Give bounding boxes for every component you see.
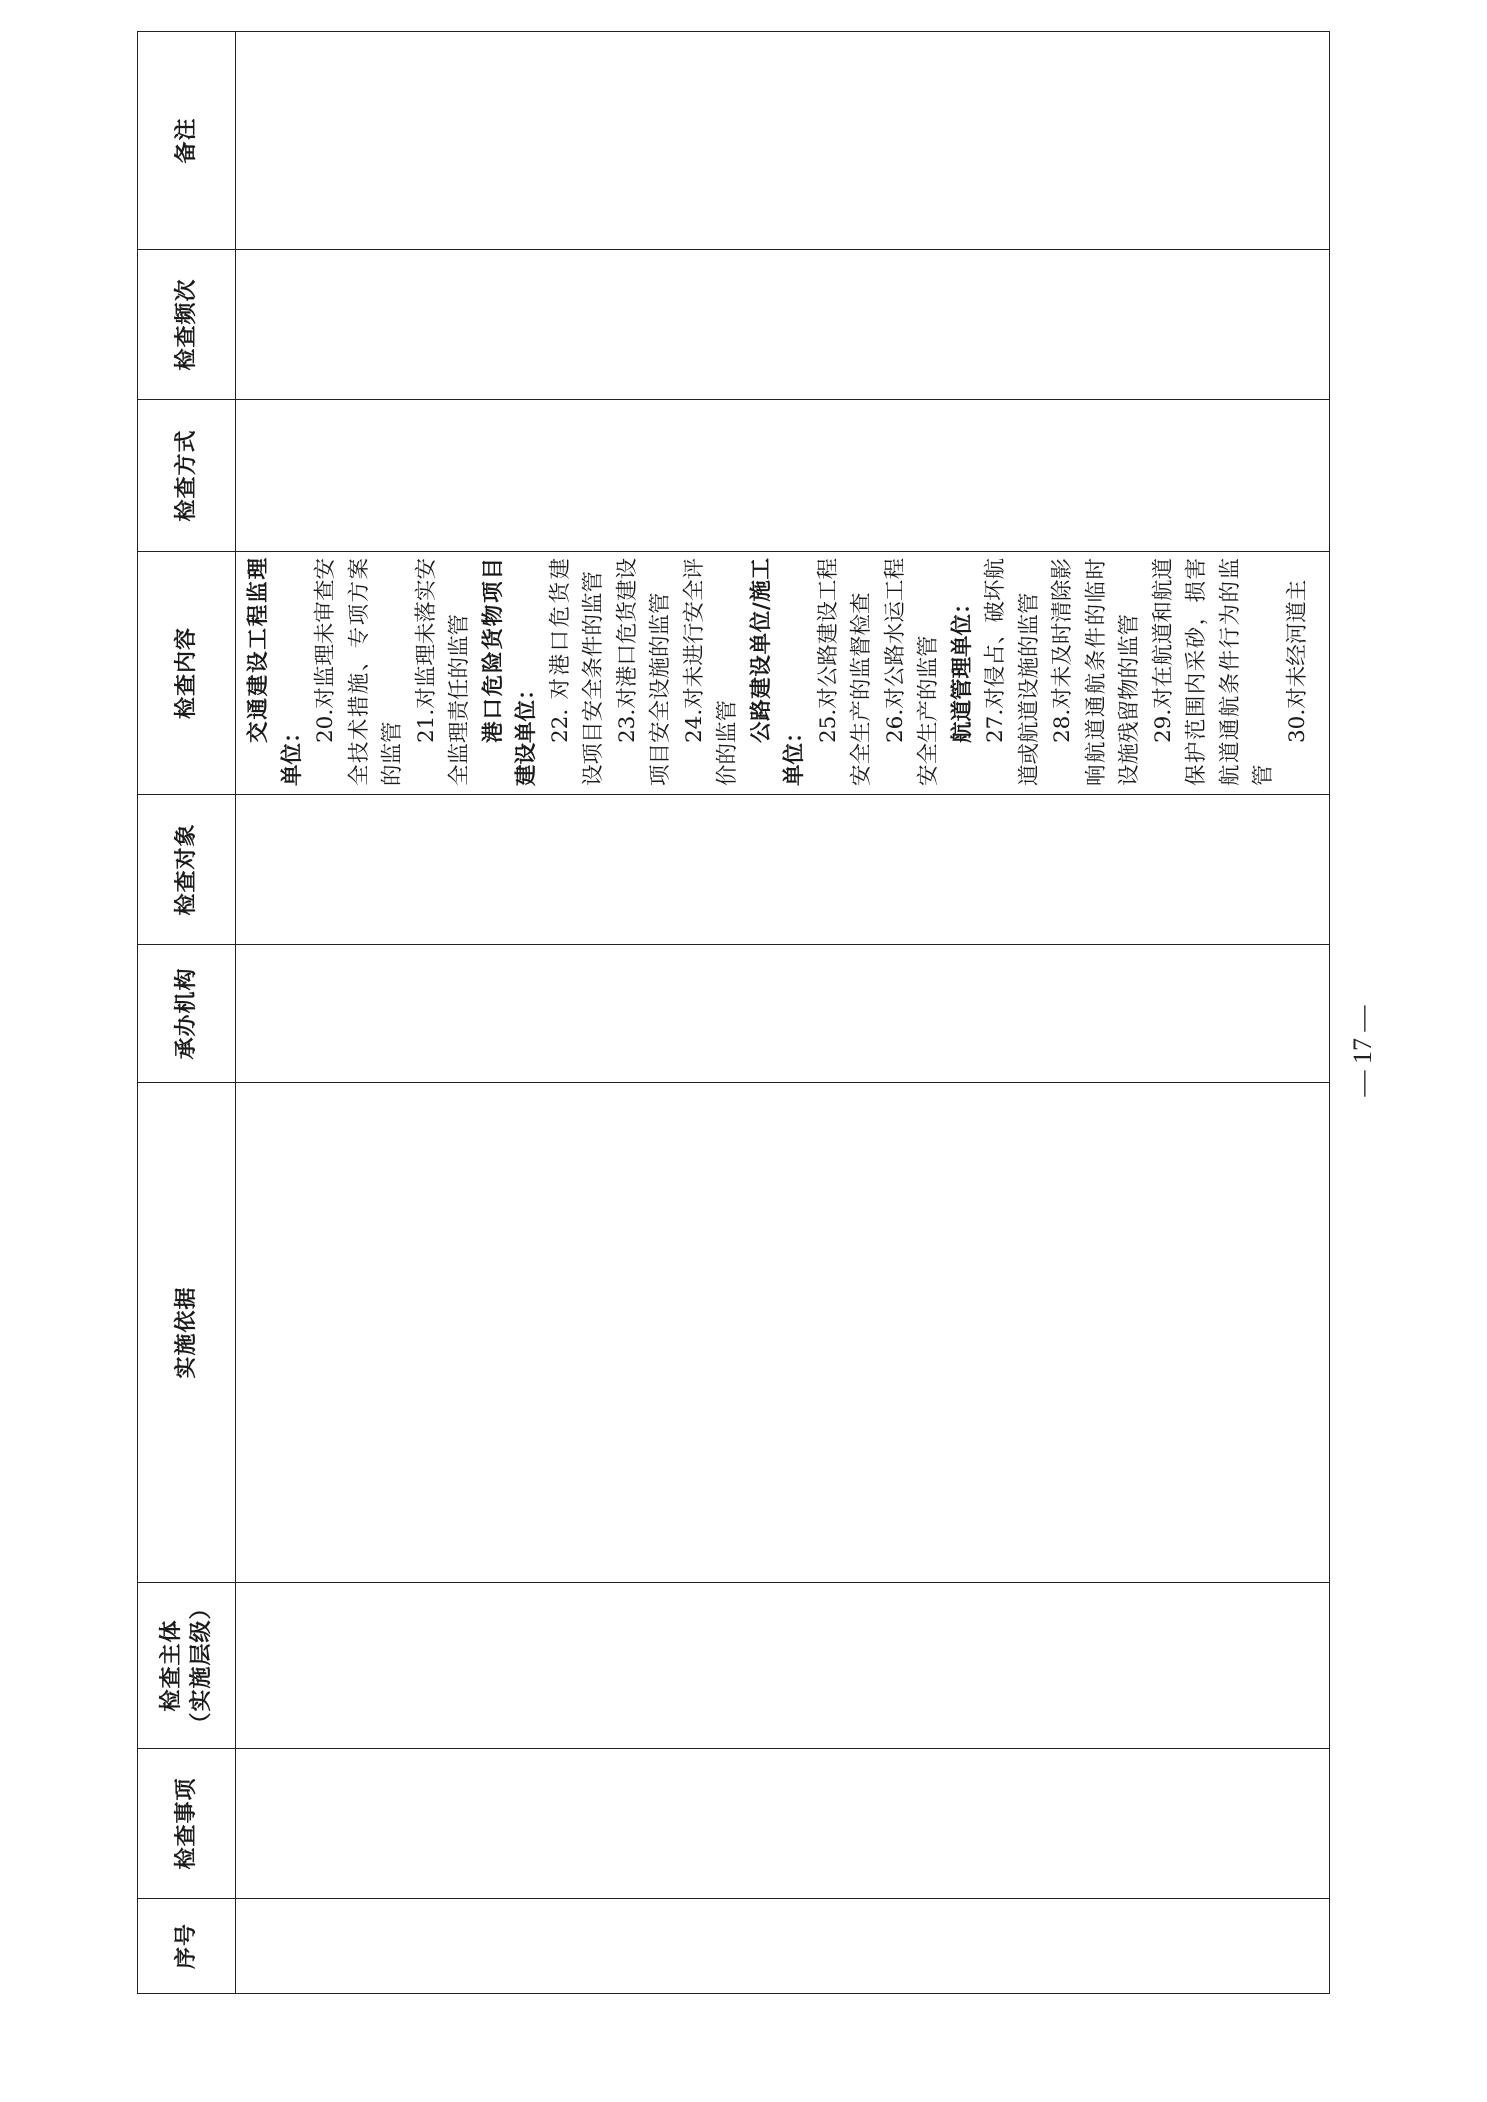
content-item: 21.对监理未落实安全监理责任的监管 xyxy=(413,558,472,786)
content-item: 23.对港口危货建设项目安全设施的监管 xyxy=(614,558,673,786)
header-subject-line1: 检查主体 xyxy=(158,1619,184,1712)
cell-item xyxy=(236,1749,1330,1899)
header-frequency: 检查频次 xyxy=(138,250,236,400)
content-item: 30.对未经河道主 xyxy=(1284,579,1310,743)
content-item: 28.对未及时清除影响航道通航条件的临时设施残留物的监管 xyxy=(1050,558,1142,786)
content-head: 公路建设单位/施工单位： xyxy=(748,558,807,786)
cell-subject xyxy=(236,1583,1330,1749)
cell-agency xyxy=(236,945,1330,1083)
cell-frequency xyxy=(236,250,1330,400)
content-item: 24.对未进行安全评价的监管 xyxy=(681,558,740,786)
header-remarks: 备注 xyxy=(138,32,236,250)
content-item: 22. 对港口危货建设项目安全条件的监管 xyxy=(547,558,606,786)
content-head: 交通建设工程监理单位： xyxy=(246,558,305,786)
header-subject xyxy=(138,1583,236,1749)
content-item: 26.对公路水运工程安全生产的监管 xyxy=(882,558,941,786)
page-number: — 17 — xyxy=(1348,1005,1377,1097)
cell-basis xyxy=(236,1083,1330,1583)
header-method: 检查方式 xyxy=(138,400,236,552)
header-item: 检查事项 xyxy=(138,1749,236,1899)
header-seq: 序号 xyxy=(138,1899,236,1994)
table-row xyxy=(236,32,1330,1994)
table-header-row xyxy=(138,32,236,1994)
header-target: 检查对象 xyxy=(138,795,236,945)
header-agency: 承办机构 xyxy=(138,945,236,1083)
content-head: 航道管理单位： xyxy=(949,592,975,743)
header-subject-line2: （实施层级） xyxy=(188,1596,214,1735)
cell-method xyxy=(236,400,1330,552)
content-item: 29.对在航道和航道保护范围内采砂，损害航道通航条件行为的监管 xyxy=(1150,558,1276,786)
content-item: 27.对侵占、破坏航道或航道设施的监管 xyxy=(983,558,1042,786)
cell-seq xyxy=(236,1899,1330,1994)
header-content: 检查内容 xyxy=(138,552,236,795)
cell-remarks xyxy=(236,32,1330,250)
content-head: 港口危险货物项目建设单位： xyxy=(480,558,539,786)
cell-content xyxy=(236,552,1330,795)
cell-target xyxy=(236,795,1330,945)
inspection-table xyxy=(137,31,1330,1994)
content-item: 20.对监理未审查安全技术措施、专项方案的监管 xyxy=(313,558,405,786)
header-basis: 实施依据 xyxy=(138,1083,236,1583)
content-item: 25.对公路建设工程安全生产的监督检查 xyxy=(815,558,874,786)
